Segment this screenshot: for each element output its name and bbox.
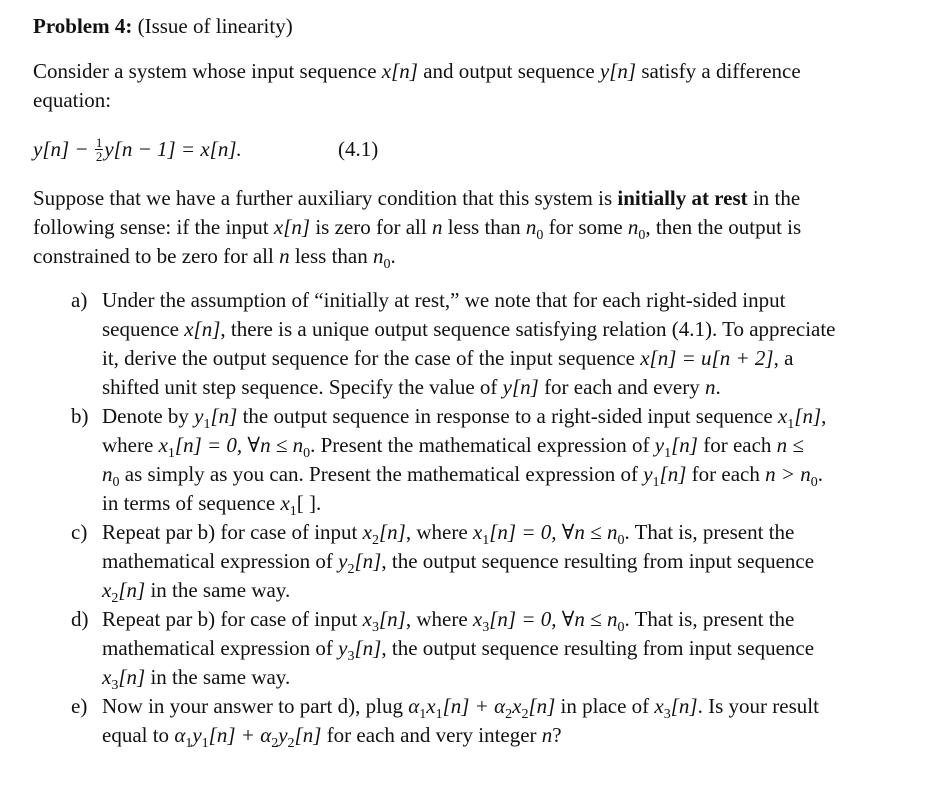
math-x: x <box>158 433 168 457</box>
item-b-line-4 <box>102 489 321 521</box>
math-n0: n <box>627 215 639 239</box>
subscript: 2 <box>505 707 513 722</box>
math-x: x <box>654 694 664 718</box>
intro-line-1 <box>33 57 801 85</box>
item-text: Repeat par b) for case of input <box>102 520 363 544</box>
math-arg: [n] <box>118 665 146 689</box>
rest-text: , then the output is <box>645 215 802 239</box>
rest-text: in the <box>747 186 801 210</box>
subscript: 0 <box>617 620 625 635</box>
math-n0: n <box>372 244 384 268</box>
item-text: in terms of sequence <box>102 491 281 515</box>
math-y: y <box>192 723 202 747</box>
difference-equation <box>33 135 242 165</box>
item-text: for each and every <box>538 375 705 399</box>
intro-line-2: equation: <box>33 88 112 112</box>
item-text: ? <box>552 723 562 747</box>
math-condition: [n] = 0, ∀n ≤ n <box>174 433 304 457</box>
math-arg: [n] <box>794 404 822 428</box>
subscript: 0 <box>112 475 120 490</box>
item-a-line-1: Under the assumption of “initially at rest,” we note that for each right-sided input <box>102 288 786 312</box>
subscript: 1 <box>203 417 211 432</box>
math-arg: [n] <box>118 578 146 602</box>
subscript: 0 <box>303 446 311 461</box>
rest-line-3 <box>33 242 396 274</box>
math-combination: [n] + α <box>208 723 272 747</box>
item-e-line-1 <box>102 692 819 724</box>
item-d-line-3 <box>102 663 290 695</box>
math-n0: n <box>525 215 537 239</box>
subscript: 1 <box>201 736 209 751</box>
math-y: y <box>278 723 288 747</box>
item-text: , there is a unique output sequence satisfying relation (4.1). To appreciate <box>220 317 836 341</box>
item-text: , the output sequence resulting from input sequence <box>381 549 815 573</box>
subscript: 1 <box>482 533 490 548</box>
equation-number: (4.1) <box>338 137 379 161</box>
rest-text: following sense: if the input <box>33 215 274 239</box>
math-condition: n > n <box>765 462 811 486</box>
subscript: 0 <box>638 228 646 243</box>
math-x: x <box>512 694 522 718</box>
item-b-label: b) <box>71 404 89 428</box>
subscript: 0 <box>810 475 818 490</box>
math-alpha: α <box>174 723 186 747</box>
math-x: x <box>280 491 290 515</box>
math-y: y <box>338 549 348 573</box>
item-text: Repeat par b) for case of input <box>102 607 363 631</box>
subscript: 0 <box>383 257 391 272</box>
item-text: , where <box>405 520 473 544</box>
rest-text: for some <box>543 215 628 239</box>
fraction-denominator: 2 <box>95 148 103 164</box>
math-arg: [n] <box>354 636 382 660</box>
subscript: 3 <box>663 707 671 722</box>
item-text: shifted unit step sequence. Specify the value of <box>102 375 503 399</box>
math-alpha: α <box>408 694 420 718</box>
rest-text: . <box>390 244 396 268</box>
subscript: 0 <box>536 228 544 243</box>
item-c-line-2 <box>102 547 814 579</box>
item-text: , <box>821 404 827 428</box>
rest-text: less than <box>442 215 526 239</box>
intro-text: Consider a system whose input sequence <box>33 59 382 83</box>
subscript: 2 <box>111 591 119 606</box>
item-e-label: e) <box>71 694 88 718</box>
item-a-line-3 <box>102 344 793 372</box>
math-n0: n <box>102 462 113 486</box>
item-text: it, derive the output sequence for the case of the input sequence <box>102 346 641 370</box>
math-combination: [n] + α <box>442 694 506 718</box>
math-n: n <box>431 215 443 239</box>
subscript: 1 <box>787 417 795 432</box>
math-arg: [n] <box>659 462 687 486</box>
subscript: 0 <box>617 533 625 548</box>
rest-text: constrained to be zero for all <box>33 244 280 268</box>
math-x: x <box>102 578 112 602</box>
subscript: 2 <box>371 533 379 548</box>
math-x: x <box>472 607 483 631</box>
item-b-line-3 <box>102 460 823 492</box>
rest-text: Suppose that we have a further auxiliary condition that this system is <box>33 186 618 210</box>
math-n: n <box>279 244 290 268</box>
item-text: . <box>817 462 824 486</box>
item-text: in place of <box>555 694 655 718</box>
fraction-one-half <box>95 136 104 163</box>
math-arg: [n] <box>210 404 238 428</box>
subscript: 2 <box>347 562 355 577</box>
item-c-line-3 <box>102 576 290 608</box>
math-y: y <box>643 462 653 486</box>
subscript: 1 <box>419 707 427 722</box>
item-text: sequence <box>102 317 185 341</box>
problem-heading: Problem 4: <box>33 14 133 38</box>
rest-line-1 <box>33 184 800 212</box>
math-arg: [n] <box>528 694 556 718</box>
item-e-line-2 <box>102 721 562 753</box>
math-x: x[n] <box>184 317 221 341</box>
subscript: 2 <box>271 736 279 751</box>
fraction-numerator: 1 <box>95 134 103 150</box>
item-text: , the output sequence resulting from input sequence <box>381 636 815 660</box>
item-text: . <box>715 375 721 399</box>
item-text: for each and very integer <box>321 723 542 747</box>
item-text: in the same way. <box>145 578 291 602</box>
item-text: where <box>102 433 159 457</box>
subscript: 1 <box>435 707 443 722</box>
item-a-label: a) <box>71 288 88 312</box>
math-y: y <box>194 404 204 428</box>
item-text: as simply as you can. Present the mathematical expression of <box>119 462 644 486</box>
item-text: mathematical expression of <box>102 549 339 573</box>
item-text: in the same way. <box>145 665 291 689</box>
item-b-line-2 <box>102 431 804 463</box>
equation-lhs: y[n] − <box>33 137 94 161</box>
item-text: , where <box>405 607 473 631</box>
math-y: y[n] <box>502 375 539 399</box>
item-d-label: d) <box>71 607 89 631</box>
math-x: x[n] <box>273 215 311 239</box>
item-c-line-1 <box>102 518 794 550</box>
math-y: y <box>654 433 665 457</box>
math-x: x <box>362 520 372 544</box>
math-x: x <box>777 404 788 428</box>
math-x: x <box>102 665 112 689</box>
math-n: n <box>541 723 553 747</box>
item-text: , a <box>773 346 794 370</box>
subscript: 3 <box>347 649 355 664</box>
rest-text: less than <box>289 244 373 268</box>
equation-rhs: y[n − 1] = x[n]. <box>104 137 242 161</box>
intro-text: and output sequence <box>417 59 600 83</box>
subscript: 1 <box>652 475 660 490</box>
item-c-label: c) <box>71 520 88 544</box>
item-text: for each <box>686 462 766 486</box>
math-y: y <box>338 636 348 660</box>
intro-text: satisfy a difference <box>636 59 801 83</box>
item-text: . That is, present the <box>624 520 795 544</box>
math-arg: [n] <box>378 607 406 631</box>
math-condition: [n] = 0, ∀n ≤ n <box>489 607 618 631</box>
subscript: 1 <box>185 736 193 751</box>
problem-title <box>33 12 293 40</box>
rest-line-2 <box>33 213 801 245</box>
input-sequence: x[n] <box>381 59 418 83</box>
math-arg: [n] <box>354 549 382 573</box>
subscript: 1 <box>167 446 175 461</box>
item-text: for each <box>697 433 777 457</box>
subscript: 3 <box>371 620 379 635</box>
subscript: 1 <box>664 446 672 461</box>
rest-text: is zero for all <box>310 215 432 239</box>
item-text: mathematical expression of <box>102 636 339 660</box>
subscript: 3 <box>482 620 490 635</box>
math-arg: [n] <box>294 723 322 747</box>
item-text: equal to <box>102 723 175 747</box>
item-a-line-2 <box>102 315 836 343</box>
subscript: 2 <box>287 736 295 751</box>
item-text: Now in your answer to part d), plug <box>102 694 409 718</box>
math-x: x <box>472 520 483 544</box>
subscript: 2 <box>521 707 529 722</box>
math-x: x <box>426 694 436 718</box>
math-x: x <box>362 607 372 631</box>
subscript: 1 <box>289 504 297 519</box>
item-text: [ ]. <box>296 491 322 515</box>
output-sequence: y[n] <box>599 59 637 83</box>
item-d-line-1 <box>102 605 794 637</box>
math-condition: n ≤ <box>776 433 804 457</box>
math-condition: [n] = 0, ∀n ≤ n <box>489 520 618 544</box>
math-arg: [n] <box>671 433 698 457</box>
item-text: Denote by <box>102 404 195 428</box>
rest-bold-term: initially at rest <box>617 186 748 210</box>
item-text: the output sequence in response to a right-sided input sequence <box>237 404 778 428</box>
item-b-line-1 <box>102 402 826 434</box>
subscript: 3 <box>111 678 119 693</box>
item-a-line-4 <box>102 373 721 401</box>
math-n: n <box>704 375 716 399</box>
math-arg: [n] <box>378 520 406 544</box>
item-text: . Is your result <box>697 694 819 718</box>
math-arg: [n] <box>670 694 698 718</box>
item-text: . That is, present the <box>624 607 795 631</box>
item-text: . Present the mathematical expression of <box>310 433 655 457</box>
item-d-line-2 <box>102 634 814 666</box>
problem-subtitle: (Issue of linearity) <box>137 14 293 38</box>
math-input-step: x[n] = u[n + 2] <box>640 346 774 370</box>
